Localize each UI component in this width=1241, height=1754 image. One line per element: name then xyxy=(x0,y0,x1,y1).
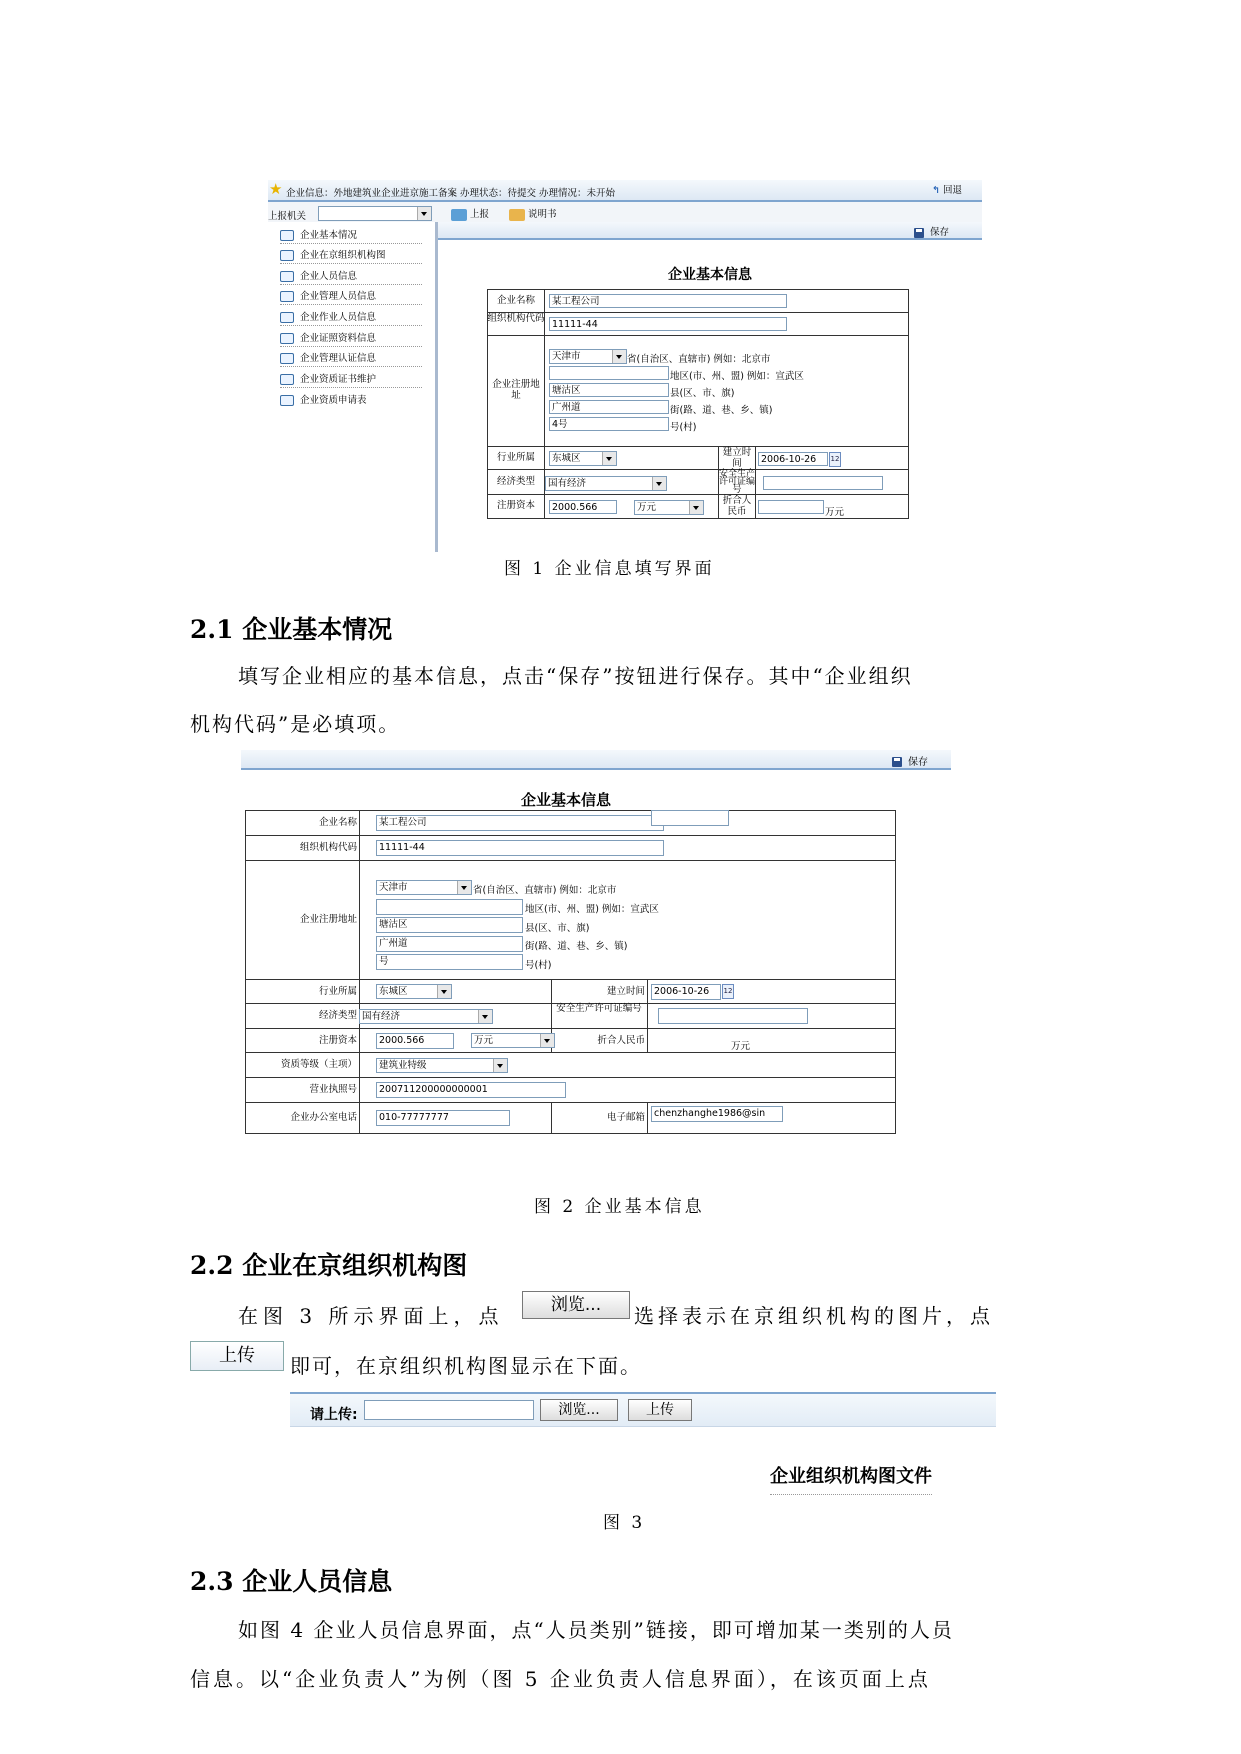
save-label: 保存 xyxy=(908,757,928,768)
license-input[interactable] xyxy=(658,1008,808,1024)
org-code-input[interactable]: 11111-44 xyxy=(549,317,787,331)
region-hint: 地区(市、州、盟) 例如：宣武区 xyxy=(525,904,659,915)
save-button[interactable] xyxy=(914,224,949,238)
sidebar-item-qualification-apply[interactable] xyxy=(280,393,422,408)
sidebar-item-label: 企业资质申请表 xyxy=(300,395,367,406)
province-value: 天津市 xyxy=(552,351,581,362)
folder-icon xyxy=(280,312,294,323)
sidebar-item-workers[interactable] xyxy=(280,310,422,326)
industry-select[interactable] xyxy=(376,984,452,999)
business-license-input[interactable]: 200711200000000001 xyxy=(376,1082,566,1098)
sidebar-item-label: 企业管理认证信息 xyxy=(300,353,377,364)
back-button[interactable] xyxy=(932,182,962,196)
economy-label: 经济类型 xyxy=(496,476,535,487)
org-chart-file-title: 企业组织机构图文件 xyxy=(770,1462,932,1495)
capital-label: 注册资本 xyxy=(318,1035,357,1046)
sidebar-item-managers[interactable] xyxy=(280,289,422,305)
browse-button[interactable]: 浏览... xyxy=(540,1399,618,1421)
folder-icon xyxy=(280,333,294,344)
region-input[interactable] xyxy=(376,899,523,915)
inline-browse-button: 浏览... xyxy=(522,1291,630,1319)
section-2-3-line-2: 信息。以“企业负责人”为例（图 5 企业负责人信息界面），在该页面上点 xyxy=(190,1667,931,1691)
folder-icon xyxy=(280,250,294,261)
basic-info-form xyxy=(487,289,909,552)
figure-1-caption: 图 1 企业信息填写界面 xyxy=(504,559,715,579)
capital-input[interactable]: 2000.566 xyxy=(376,1033,454,1049)
section-2-1-line-1: 填写企业相应的基本信息，点击“保存”按钮进行保存。其中“企业组织 xyxy=(238,664,913,688)
number-hint: 号(村) xyxy=(525,960,552,971)
manual-folder-icon xyxy=(509,209,525,221)
figure-2-caption: 图 2 企业基本信息 xyxy=(534,1197,705,1217)
rmb-input[interactable] xyxy=(651,810,729,826)
star-icon: ★ xyxy=(269,180,283,198)
region-input[interactable] xyxy=(549,366,669,380)
toolbar xyxy=(268,202,982,222)
qualification-select[interactable] xyxy=(376,1058,508,1073)
calendar-icon[interactable]: 12 xyxy=(722,984,734,999)
name-input[interactable]: 某工程公司 xyxy=(549,294,787,308)
economy-value: 国有经济 xyxy=(362,1011,401,1022)
section-2-3-line-1: 如图 4 企业人员信息界面，点“人员类别”链接，即可增加某一类别的人员 xyxy=(238,1618,954,1642)
street-hint: 街(路、道、巷、乡、镇) xyxy=(525,941,628,952)
sidebar-item-label: 企业证照资料信息 xyxy=(300,333,377,344)
industry-label: 行业所属 xyxy=(496,452,535,463)
folder-icon xyxy=(280,271,294,282)
section-2-3-heading: 2.3 企业人员信息 xyxy=(190,1567,393,1596)
sidebar-item-basic[interactable] xyxy=(280,228,422,244)
name-input[interactable]: 某工程公司 xyxy=(376,815,664,831)
sidebar-item-certification[interactable] xyxy=(280,351,422,367)
name-label: 企业名称 xyxy=(496,295,535,306)
capital-unit-value: 万元 xyxy=(474,1035,494,1046)
figure-2-screenshot xyxy=(241,750,951,1168)
economy-value: 国有经济 xyxy=(548,478,587,489)
qualification-value: 建筑业特级 xyxy=(379,1060,427,1071)
industry-label: 行业所属 xyxy=(318,986,357,997)
license-label: 安全生产许可证编号 xyxy=(719,469,756,495)
file-path-input[interactable] xyxy=(364,1400,534,1420)
manual-label: 说明书 xyxy=(528,209,557,220)
form-title: 企业基本信息 xyxy=(668,267,752,283)
license-label: 安全生产许可证编号 xyxy=(556,1003,642,1014)
license-input[interactable] xyxy=(763,476,883,490)
folder-icon xyxy=(280,353,294,364)
county-input[interactable]: 塘沽区 xyxy=(376,917,523,933)
sidebar-item-qualification-cert[interactable] xyxy=(280,372,422,388)
section-2-2-line-1a: 在图 3 所示界面上，点 xyxy=(238,1304,504,1328)
street-hint: 街(路、道、巷、乡、镇) xyxy=(670,405,773,416)
back-label: 回退 xyxy=(943,185,963,196)
folder-icon xyxy=(280,291,294,302)
county-hint: 县(区、市、旗) xyxy=(525,923,590,934)
sidebar xyxy=(268,222,438,552)
province-select[interactable] xyxy=(549,349,627,364)
folder-icon xyxy=(280,395,294,406)
number-input[interactable]: 号 xyxy=(376,954,523,970)
calendar-icon[interactable]: 12 xyxy=(829,452,841,467)
save-label: 保存 xyxy=(930,227,950,238)
report-button[interactable] xyxy=(451,206,489,221)
inline-upload-button: 上传 xyxy=(190,1341,284,1371)
address-label: 企业注册地址 xyxy=(299,914,357,925)
rmb-label: 折合人民币 xyxy=(597,1035,645,1046)
email-input[interactable]: chenzhanghe1986@sin xyxy=(651,1106,783,1122)
phone-input[interactable]: 010-77777777 xyxy=(376,1110,510,1126)
established-label: 建立时间 xyxy=(606,986,645,997)
save-bar xyxy=(241,750,951,770)
province-hint: 省(自治区、直辖市) 例如：北京市 xyxy=(627,354,771,365)
save-button[interactable] xyxy=(892,753,928,768)
industry-value: 东城区 xyxy=(552,453,581,464)
sidebar-item-label: 企业基本情况 xyxy=(300,230,358,241)
form-title: 企业基本信息 xyxy=(520,791,611,809)
established-input[interactable]: 2006-10-26 xyxy=(758,452,828,466)
sidebar-item-org-chart[interactable] xyxy=(280,248,422,264)
figure-3-caption: 图 3 xyxy=(603,1513,646,1533)
back-icon: ↰ xyxy=(932,185,940,196)
economy-select[interactable] xyxy=(545,476,667,491)
industry-value: 东城区 xyxy=(379,986,408,997)
sidebar-item-label: 企业作业人员信息 xyxy=(300,312,377,323)
basic-info-form xyxy=(245,810,896,1168)
economy-label: 经济类型 xyxy=(318,1010,357,1021)
rmb-unit: 万元 xyxy=(731,1041,751,1052)
established-label: 建立时间 xyxy=(722,447,752,469)
street-input[interactable]: 广州道 xyxy=(549,400,669,414)
email-label: 电子邮箱 xyxy=(606,1112,645,1123)
save-icon xyxy=(892,757,902,767)
name-label: 企业名称 xyxy=(318,817,357,828)
sidebar-item-staff[interactable] xyxy=(280,269,422,285)
phone-label: 企业办公室电话 xyxy=(290,1112,357,1123)
section-2-2-line-2: 即可，在京组织机构图显示在下面。 xyxy=(290,1354,642,1378)
capital-unit-value: 万元 xyxy=(637,502,657,513)
county-input[interactable]: 塘沽区 xyxy=(549,383,669,397)
sidebar-item-label: 企业在京组织机构图 xyxy=(300,250,386,261)
report-org-label: 上报机关 xyxy=(268,211,307,222)
province-hint: 省(自治区、直辖市) 例如：北京市 xyxy=(473,885,617,896)
report-label: 上报 xyxy=(470,209,490,220)
business-license-label: 营业执照号 xyxy=(309,1084,357,1095)
folder-icon xyxy=(280,230,294,241)
org-code-label: 组织机构代码 xyxy=(487,313,545,324)
rmb-label: 折合人民币 xyxy=(722,495,752,517)
section-2-2-line-1b: 选择表示在京组织机构的图片，点 xyxy=(634,1304,994,1328)
qualification-label: 资质等级（主项） xyxy=(280,1059,357,1070)
save-icon xyxy=(914,228,924,238)
region-hint: 地区(市、州、盟) 例如：宣武区 xyxy=(670,371,804,382)
figure-3-upload-bar xyxy=(290,1392,996,1427)
number-input[interactable]: 4号 xyxy=(549,417,669,431)
county-hint: 县(区、市、旗) xyxy=(670,388,735,399)
sidebar-item-label: 企业资质证书维护 xyxy=(300,374,377,385)
manual-button[interactable] xyxy=(509,206,557,221)
section-2-1-heading: 2.1 企业基本情况 xyxy=(190,615,393,644)
number-hint: 号(村) xyxy=(670,422,697,433)
established-input[interactable]: 2006-10-26 xyxy=(651,984,721,1000)
org-code-label: 组织机构代码 xyxy=(299,842,357,853)
province-value: 天津市 xyxy=(379,882,408,893)
content-save-bar xyxy=(438,222,982,240)
section-2-2-heading: 2.2 企业在京组织机构图 xyxy=(190,1251,468,1280)
status-header-text: 企业信息：外地建筑业企业进京施工备案 办理状态：待提交 办理情况：未开始 xyxy=(286,188,616,199)
province-select[interactable] xyxy=(376,880,472,895)
address-label: 企业注册地址 xyxy=(492,379,540,401)
sidebar-item-label: 企业管理人员信息 xyxy=(300,291,377,302)
section-2-1-line-2: 机构代码”是必填项。 xyxy=(190,712,401,736)
upload-button[interactable]: 上传 xyxy=(628,1399,692,1421)
capital-label: 注册资本 xyxy=(496,500,535,511)
capital-unit-select[interactable] xyxy=(471,1033,555,1048)
rmb-unit: 万元 xyxy=(825,507,845,518)
industry-select[interactable] xyxy=(549,451,617,466)
economy-select[interactable] xyxy=(359,1009,493,1024)
street-input[interactable]: 广州道 xyxy=(376,936,523,952)
upload-prompt: 请上传: xyxy=(310,1407,358,1423)
status-header-bar xyxy=(268,180,982,202)
folder-icon xyxy=(280,374,294,385)
org-code-input[interactable]: 11111-44 xyxy=(376,840,664,856)
upload-folder-icon xyxy=(451,209,467,221)
figure-1-screenshot xyxy=(268,180,982,552)
rmb-input[interactable] xyxy=(758,500,824,514)
sidebar-item-licenses[interactable] xyxy=(280,331,422,347)
capital-input[interactable]: 2000.566 xyxy=(549,500,617,514)
sidebar-item-label: 企业人员信息 xyxy=(300,271,358,282)
capital-unit-select[interactable] xyxy=(634,500,704,515)
report-org-select[interactable] xyxy=(318,206,432,221)
